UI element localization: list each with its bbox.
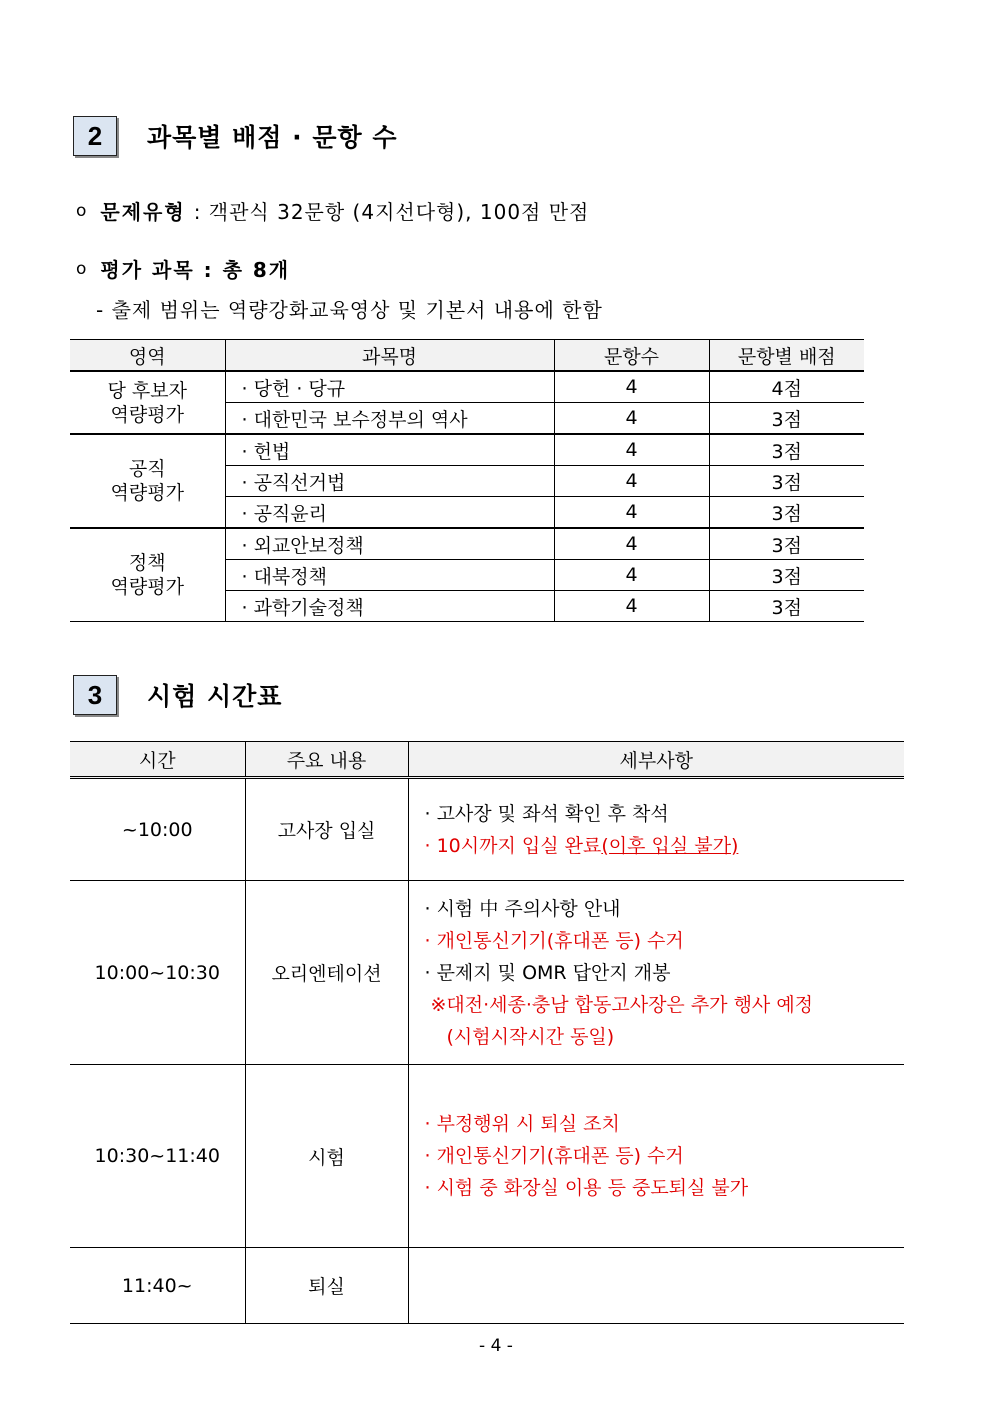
- score-cell: 3점: [709, 497, 864, 529]
- section-title: 과목별 배점 · 문항 수: [147, 123, 398, 152]
- label: 평가 과목 : 총 8개: [100, 258, 291, 282]
- detail-underlined-text: (이후 입실 불가): [601, 834, 739, 857]
- section-3-heading: [73, 675, 282, 715]
- subject-cell: · 공직윤리: [225, 497, 554, 529]
- table-row: [70, 1248, 904, 1324]
- section-2-heading: [73, 116, 398, 156]
- page-number: - 4 -: [479, 1336, 513, 1356]
- section-title: 시험 시간표: [147, 682, 283, 711]
- time-cell: 11:40~: [70, 1248, 245, 1324]
- count-cell: 4: [554, 466, 709, 497]
- score-cell: 3점: [709, 434, 864, 466]
- detail-note: ※대전·세종·충남 합동고사장은 추가 행사 예정: [430, 993, 814, 1016]
- area-cell: 공직 역량평가: [70, 434, 225, 528]
- content-cell: 오리엔테이션: [245, 881, 408, 1065]
- table-row: [70, 881, 904, 1065]
- detail-line: · 문제지 및 OMR 답안지 개봉: [424, 961, 671, 984]
- detail-cell: [408, 881, 904, 1065]
- section-number: 2: [73, 116, 117, 156]
- count-cell: 4: [554, 434, 709, 466]
- detail-cell: [408, 1248, 904, 1324]
- subjects-table: [70, 339, 864, 622]
- table-header-row: [70, 340, 864, 372]
- scope-note: - 출제 범위는 역량강화교육영상 및 기본서 내용에 한함: [96, 298, 603, 322]
- detail-line: [425, 830, 905, 862]
- subject-cell: · 과학기술정책: [225, 591, 554, 622]
- value: : 객관식 32문항 (4지선다형), 100점 만점: [193, 200, 590, 224]
- section-number: 3: [73, 675, 117, 715]
- header-cell: 과목명: [225, 340, 554, 372]
- circle-bullet-icon: o: [76, 258, 87, 279]
- table-row: [70, 434, 864, 466]
- count-cell: 4: [554, 560, 709, 591]
- area-cell: 당 후보자 역량평가: [70, 371, 225, 434]
- subject-cell: · 외교안보정책: [225, 528, 554, 560]
- label: 문제유형: [100, 200, 186, 224]
- time-cell: 10:00~10:30: [70, 881, 245, 1065]
- detail-note: (시험시작시간 동일): [446, 1025, 615, 1048]
- detail-line: · 개인통신기기(휴대폰 등) 수거: [424, 929, 684, 952]
- header-cell: 문항수: [554, 340, 709, 372]
- header-cell: 주요 내용: [245, 742, 408, 778]
- content-cell: 시험: [245, 1065, 408, 1248]
- score-cell: 3점: [709, 403, 864, 435]
- count-cell: 4: [554, 591, 709, 622]
- content-cell: 퇴실: [245, 1248, 408, 1324]
- subject-cell: · 대북정책: [225, 560, 554, 591]
- header-cell: 영역: [70, 340, 225, 372]
- subject-cell: · 당헌 · 당규: [225, 371, 554, 403]
- score-cell: 4점: [709, 371, 864, 403]
- header-cell: 세부사항: [408, 742, 904, 778]
- content-cell: 고사장 입실: [245, 778, 408, 881]
- count-cell: 4: [554, 371, 709, 403]
- count-cell: 4: [554, 497, 709, 529]
- count-cell: 4: [554, 528, 709, 560]
- table-row: [70, 371, 864, 403]
- detail-cell: [408, 1065, 904, 1248]
- table-row: [70, 778, 904, 881]
- detail-text: · 10시까지 입실 완료: [424, 834, 602, 857]
- detail-line: · 개인통신기기(휴대폰 등) 수거: [424, 1145, 684, 1167]
- detail-line: · 부정행위 시 퇴실 조치: [424, 1113, 620, 1135]
- bullet-subjects: [76, 254, 290, 283]
- schedule-table: [70, 741, 904, 1324]
- subject-cell: · 헌법: [225, 434, 554, 466]
- count-cell: 4: [554, 403, 709, 435]
- table-header-row: [70, 742, 904, 778]
- circle-bullet-icon: o: [76, 200, 87, 221]
- score-cell: 3점: [709, 560, 864, 591]
- score-cell: 3점: [709, 466, 864, 497]
- subject-cell: · 대한민국 보수정부의 역사: [225, 403, 554, 435]
- table-row: [70, 1065, 904, 1248]
- bullet-question-type: [76, 196, 589, 225]
- header-cell: 문항별 배점: [709, 340, 864, 372]
- header-cell: 시간: [70, 742, 245, 778]
- time-cell: ~10:00: [70, 778, 245, 881]
- table-row: [70, 528, 864, 560]
- time-cell: 10:30~11:40: [70, 1065, 245, 1248]
- score-cell: 3점: [709, 591, 864, 622]
- area-cell: 정책 역량평가: [70, 528, 225, 622]
- subject-cell: · 공직선거법: [225, 466, 554, 497]
- detail-line: · 시험 중 화장실 이용 등 중도퇴실 불가: [424, 1177, 749, 1199]
- detail-line: · 시험 中 주의사항 안내: [424, 897, 621, 920]
- detail-cell: [408, 778, 904, 881]
- detail-line: · 고사장 및 좌석 확인 후 착석: [424, 802, 669, 825]
- score-cell: 3점: [709, 528, 864, 560]
